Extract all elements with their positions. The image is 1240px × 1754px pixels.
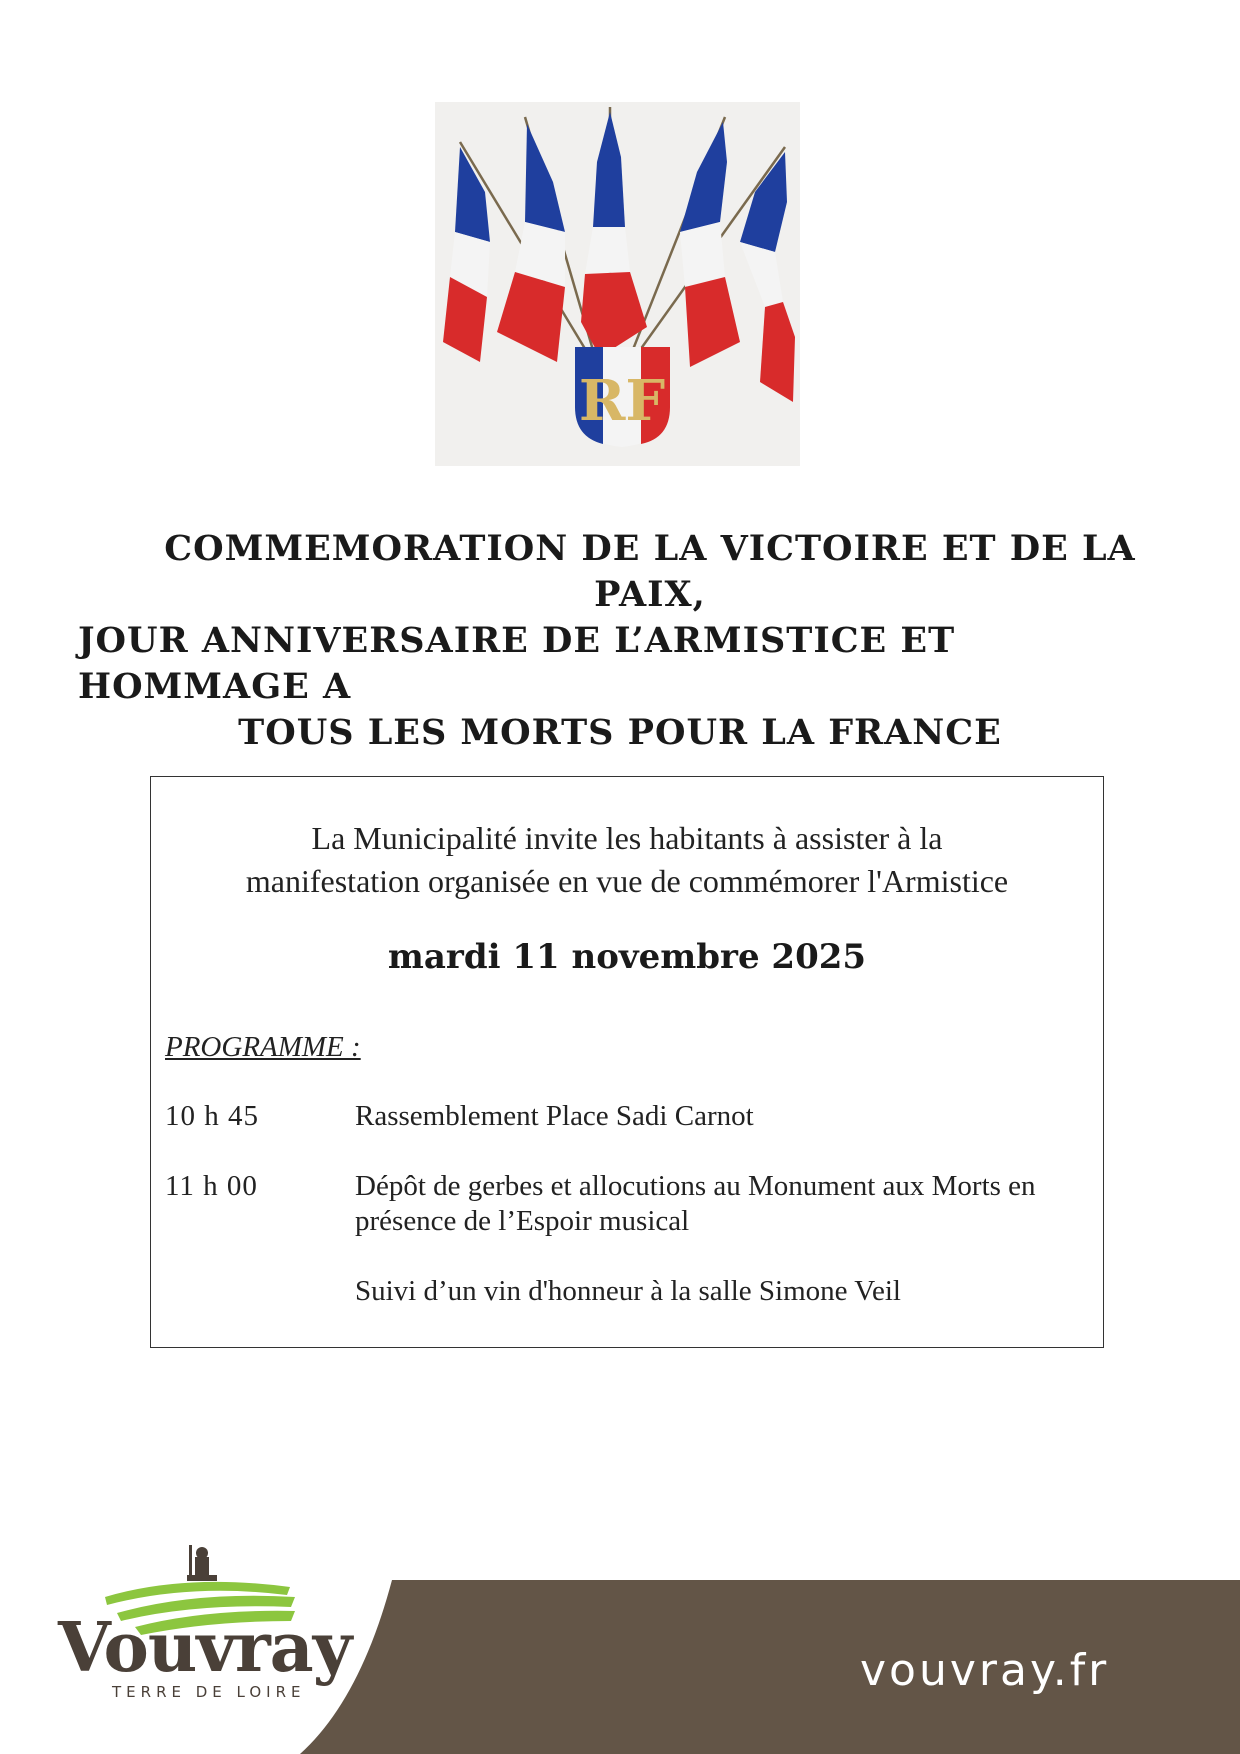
logo-tagline: TERRE DE LOIRE [112, 1683, 306, 1701]
programme-note: Suivi d’un vin d'honneur à la salle Simone Veil [355, 1275, 901, 1307]
invitation-line-1: La Municipalité invite les habitants à assister à la [311, 820, 943, 856]
website-link[interactable]: vouvray.fr [860, 1645, 1110, 1696]
title-line-1: COMMEMORATION DE LA VICTOIRE ET DE LA PAIX, [164, 528, 1136, 615]
logo-name: Vouvray [58, 1608, 352, 1688]
title-line-2: JOUR ANNIVERSAIRE DE L’ARMISTICE ET HOMMAGE A [78, 620, 956, 707]
rf-emblem: RF [578, 368, 666, 434]
program-box [150, 776, 1104, 1348]
french-flags-illustration [435, 102, 800, 466]
page-title [60, 526, 1180, 756]
programme-time: 11 h 00 [165, 1170, 258, 1202]
programme-label: PROGRAMME : [165, 1031, 361, 1063]
programme-time: 10 h 45 [165, 1100, 259, 1132]
invitation-line-2: manifestation organisée en vue de commémorer l'Armistice [245, 863, 1009, 899]
title-line-3: TOUS LES MORTS POUR LA FRANCE [238, 712, 1002, 753]
invitation-text [151, 817, 1103, 903]
programme-desc: Rassemblement Place Sadi Carnot [355, 1100, 754, 1132]
event-date: mardi 11 novembre 2025 [387, 937, 867, 977]
programme-desc: Dépôt de gerbes et allocutions au Monument aux Morts en présence de l’Espoir musical [355, 1170, 1036, 1237]
